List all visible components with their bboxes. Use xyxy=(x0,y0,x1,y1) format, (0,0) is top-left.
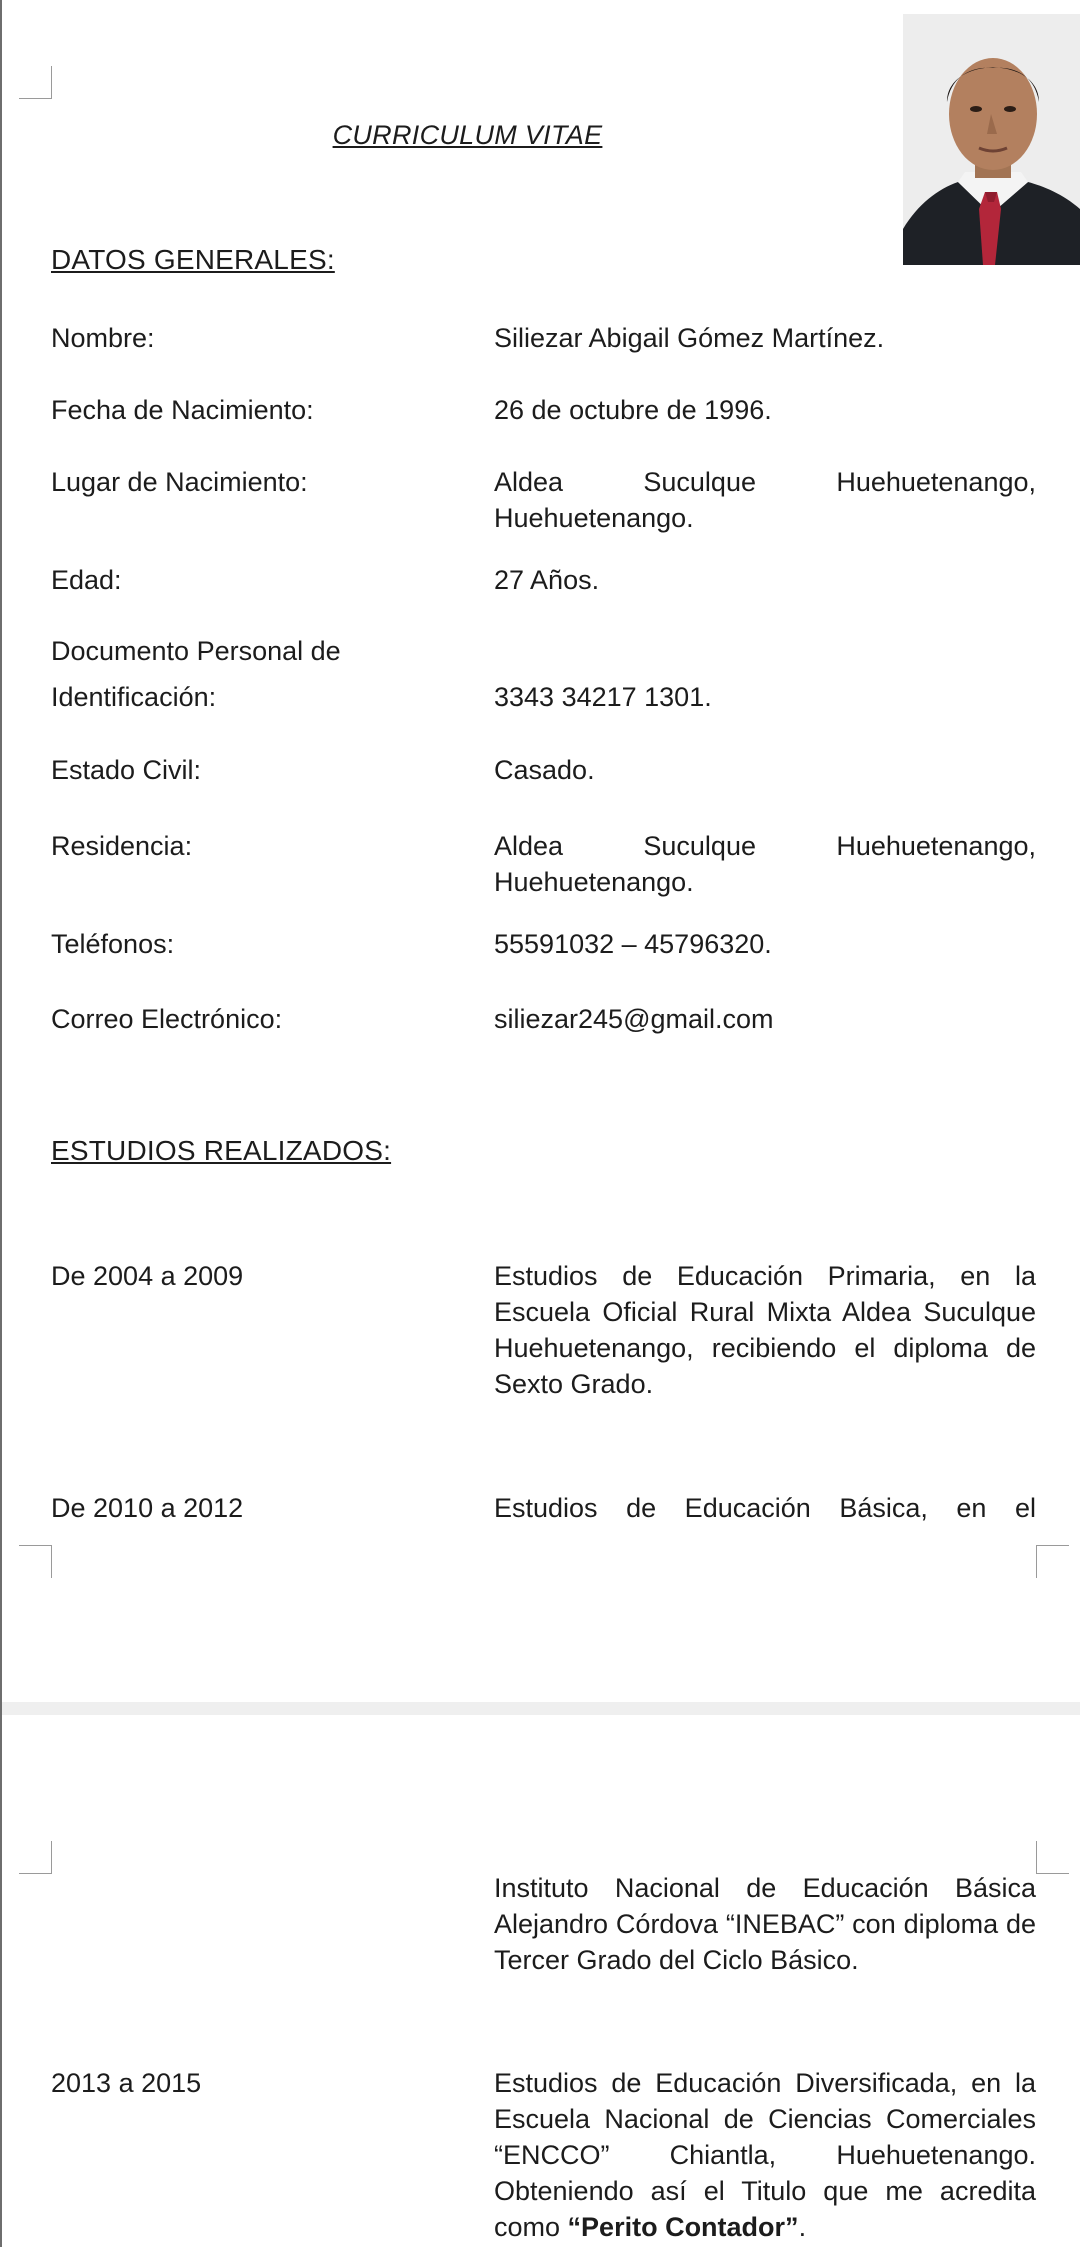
section-heading-datos-generales: DATOS GENERALES: xyxy=(51,244,335,275)
value-edad: 27 Años. xyxy=(494,565,600,595)
label-telefonos: Teléfonos: xyxy=(51,929,175,959)
value-nombre: Siliezar Abigail Gómez Martínez. xyxy=(494,323,885,353)
estudios-primaria-period: De 2004 a 2009 xyxy=(51,1261,244,1291)
section-heading-estudios: ESTUDIOS REALIZADOS: xyxy=(51,1135,392,1166)
estudios-diversificado-end: . xyxy=(798,2212,807,2242)
estudios-diversificado-period: 2013 a 2015 xyxy=(51,2068,202,2098)
label-estado-civil: Estado Civil: xyxy=(51,755,202,785)
value-fecha-nacimiento: 26 de octubre de 1996. xyxy=(494,395,772,425)
estudios-diversificado-degree: “Perito Contador” xyxy=(567,2212,799,2242)
page-left-edge xyxy=(0,0,2,2247)
value-residencia-line2: Huehuetenango. xyxy=(494,867,694,897)
value-dpi: 3343 34217 1301. xyxy=(494,682,712,712)
margin-mark-bottom-left xyxy=(19,1545,52,1578)
estudios-diversificado-text xyxy=(494,2065,1036,2245)
value-residencia-line1: Aldea Suculque Huehuetenango, xyxy=(494,831,1036,861)
document-title: CURRICULUM VITAE xyxy=(332,120,603,150)
label-correo: Correo Electrónico: xyxy=(51,1004,283,1034)
estudios-basica-period: De 2010 a 2012 xyxy=(51,1493,244,1523)
value-estado-civil: Casado. xyxy=(494,755,595,785)
label-fecha-nacimiento: Fecha de Nacimiento: xyxy=(51,395,314,425)
margin-mark-page2-top-left xyxy=(19,1841,52,1874)
value-lugar-nacimiento-line1: Aldea Suculque Huehuetenango, xyxy=(494,467,1036,497)
label-lugar-nacimiento: Lugar de Nacimiento: xyxy=(51,467,308,497)
margin-mark-bottom-right xyxy=(1036,1545,1069,1578)
margin-mark-top-left xyxy=(19,66,52,99)
value-correo: siliezar245@gmail.com xyxy=(494,1004,774,1034)
page-break xyxy=(2,1702,1080,1715)
label-dpi-line1: Documento Personal de xyxy=(51,636,341,666)
value-telefonos: 55591032 – 45796320. xyxy=(494,929,772,959)
label-edad: Edad: xyxy=(51,565,122,595)
estudios-basica-text-page2: Instituto Nacional de Educación Básica Alejandro Córdova “INEBAC” con diploma de Tercer Grado del Ciclo Básico. xyxy=(494,1873,1036,1975)
estudios-primaria-text: Estudios de Educación Primaria, en la Escuela Oficial Rural Mixta Aldea Suculque Huehuetenango, recibiendo el diploma de Sexto Grado. xyxy=(494,1261,1036,1399)
value-lugar-nacimiento-line2: Huehuetenango. xyxy=(494,503,694,533)
estudios-basica-text-page1: Estudios de Educación Básica, en el xyxy=(494,1493,1036,1523)
label-dpi-line2: Identificación: xyxy=(51,682,217,712)
margin-mark-page2-top-right xyxy=(1036,1841,1069,1874)
label-residencia: Residencia: xyxy=(51,831,193,861)
estudios-diversificado-body: Estudios de Educación Diversificada, en la Escuela Nacional de Ciencias Comerciales “ENCCO” Chiantla, Huehuetenango. Obteniendo así el Titulo que me acredita como xyxy=(494,2068,1036,2242)
label-nombre: Nombre: xyxy=(51,323,155,353)
